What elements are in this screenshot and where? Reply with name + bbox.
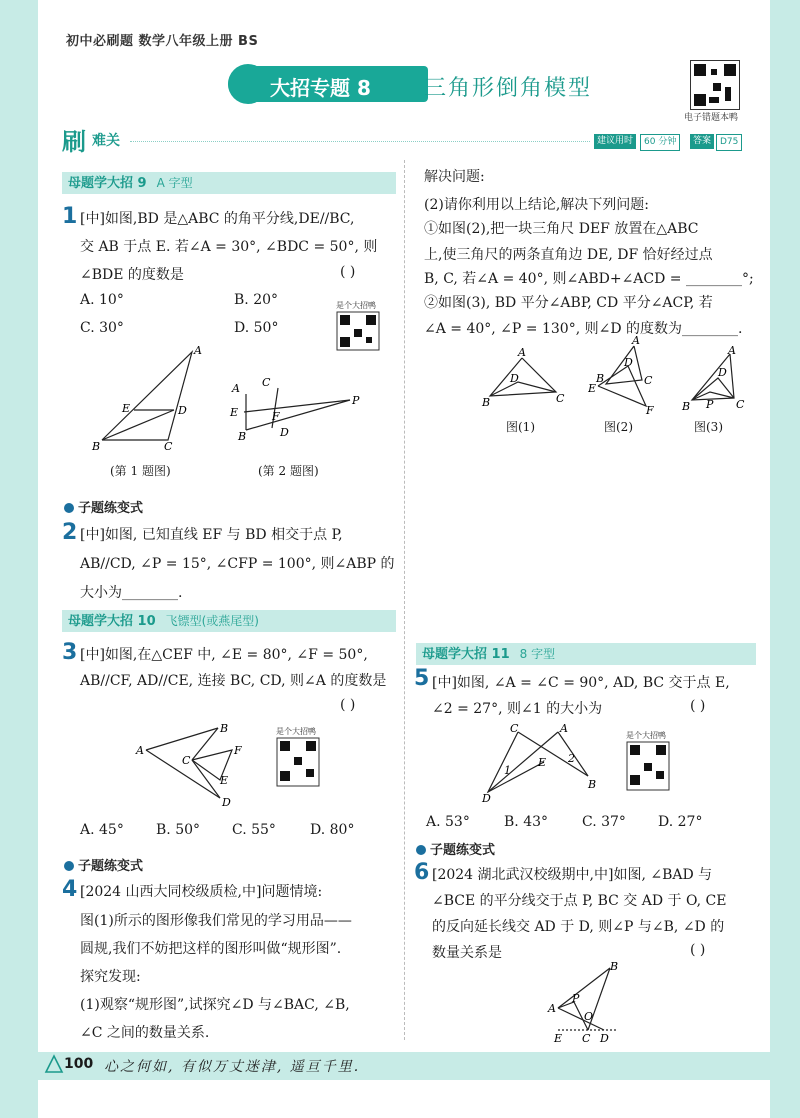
q5-option-b[interactable]: B. 43°: [504, 814, 549, 830]
svg-text:A: A: [232, 382, 240, 395]
svg-text:D: D: [600, 1032, 609, 1045]
svg-text:E: E: [122, 402, 131, 415]
svg-text:D: D: [624, 356, 633, 369]
q5-number: 5: [414, 666, 430, 691]
svg-text:F: F: [646, 404, 654, 416]
svg-text:P: P: [572, 992, 580, 1005]
qr-badge-1[interactable]: [336, 300, 380, 356]
q3-option-a[interactable]: A. 45°: [80, 822, 124, 838]
figure-6: [544, 960, 624, 1046]
right-line-6: ②如图(3), BD 平分∠ABP, CD 平分∠ACP, 若: [424, 295, 713, 311]
svg-text:D: D: [482, 792, 491, 802]
q6-bracket: ( ): [690, 942, 706, 958]
q1-option-d[interactable]: D. 50°: [234, 320, 279, 336]
svg-text:F: F: [272, 410, 280, 423]
right-line-2: (2)请你利用以上结论,解决下列问题:: [424, 197, 649, 213]
section-9: [62, 172, 396, 194]
right-line-1: 解决问题:: [424, 169, 485, 185]
svg-text:P: P: [352, 394, 360, 407]
svg-text:C: C: [644, 374, 653, 387]
q4-line-3: 圆规,我们不妨把这样的图形叫做“规形图”.: [80, 941, 342, 957]
svg-text:A: A: [194, 344, 202, 357]
q6-number: 6: [414, 860, 430, 885]
q6-line-2: ∠BCE 的平分线交于点 P, BC 交 AD 于 O, CE: [432, 893, 727, 909]
svg-text:C: C: [164, 440, 173, 453]
fig-r2-caption: 图(2): [604, 420, 633, 434]
qr-code-icon[interactable]: [690, 60, 740, 110]
q5-line-2: ∠2 = 27°, 则∠1 的大小为: [432, 701, 603, 717]
svg-text:D: D: [178, 404, 187, 417]
qr-caption: 电子错题本鸭: [684, 113, 739, 123]
q1-bracket: ( ): [340, 264, 356, 280]
section-9-title: 母题学大招 9: [68, 176, 147, 191]
qr-badge-3[interactable]: [626, 730, 670, 806]
svg-text:C: C: [262, 376, 271, 389]
q4-number: 4: [62, 877, 78, 902]
variant-label-3: [416, 839, 495, 858]
topic-label: 大招专题 8: [270, 76, 371, 100]
q1-line-2: 交 AB 于点 E. 若∠A = 30°, ∠BDC = 50°, 则: [80, 239, 378, 255]
variant-label-1: [64, 497, 143, 516]
fig-r3-caption: 图(3): [694, 420, 723, 434]
q3-option-d[interactable]: D. 80°: [310, 822, 355, 838]
svg-text:B: B: [596, 372, 605, 385]
svg-text:E: E: [588, 382, 597, 395]
figure-3: [134, 720, 254, 810]
variant-label-3-text: 子题练变式: [430, 843, 496, 858]
q2-number: 2: [62, 520, 78, 545]
q4-line-1: [2024 山西大同校级质检,中]问题情境:: [80, 884, 323, 900]
fig1-caption: (第 1 题图): [110, 464, 171, 478]
svg-text:B: B: [610, 960, 619, 973]
svg-text:D: D: [280, 426, 289, 439]
answer-value: D75: [716, 134, 742, 151]
section-11: [416, 643, 756, 665]
right-line-3: ①如图(2),把一块三角尺 DEF 放置在△ABC: [424, 221, 699, 237]
svg-text:E: E: [554, 1032, 563, 1045]
q3-bracket: ( ): [340, 697, 356, 713]
variant-label-1-text: 子题练变式: [78, 501, 144, 516]
q6-line-3: 的反向延长线交 AD 于 D, 则∠P 与∠B, ∠D 的: [432, 919, 725, 935]
svg-text:E: E: [220, 774, 229, 787]
q4-line-2: 图(1)所示的图形像我们常见的学习用品——: [80, 913, 352, 929]
level-main: 刷: [62, 128, 86, 156]
qr-badge-2[interactable]: [276, 726, 320, 802]
svg-text:C: C: [736, 398, 745, 411]
q2-line-3: 大小为________.: [80, 585, 183, 601]
svg-text:C: C: [582, 1032, 591, 1045]
topic-title: 三角形倒角模型: [424, 76, 593, 101]
fig-r1-caption: 图(1): [506, 420, 535, 434]
section-10-sub: 飞镖型(或燕尾型): [165, 614, 259, 628]
svg-text:B: B: [220, 722, 229, 735]
q1-option-b[interactable]: B. 20°: [234, 292, 279, 308]
q5-option-a[interactable]: A. 53°: [426, 814, 470, 830]
qr-badge-3-text: 是个大招鸭: [626, 731, 666, 740]
q2-line-1: [中]如图, 已知直线 EF 与 BD 相交于点 P,: [80, 527, 343, 543]
q3-option-c[interactable]: C. 55°: [232, 822, 276, 838]
figure-r3: [680, 346, 750, 416]
svg-text:B: B: [682, 400, 691, 413]
svg-text:C: C: [510, 722, 519, 735]
answer-label: 答案: [690, 134, 714, 149]
right-line-7: ∠A = 40°, ∠P = 130°, 则∠D 的度数为________.: [424, 321, 743, 337]
svg-text:F: F: [234, 744, 242, 757]
svg-text:D: D: [510, 372, 519, 385]
column-divider: [404, 160, 405, 1040]
svg-text:P: P: [706, 398, 714, 411]
svg-text:A: A: [632, 336, 640, 347]
q4-line-4: 探究发现:: [80, 969, 141, 985]
time-label: 建议用时: [594, 134, 636, 149]
q3-option-b[interactable]: B. 50°: [156, 822, 201, 838]
q3-line-1: [中]如图,在△CEF 中, ∠E = 80°, ∠F = 50°,: [80, 647, 368, 663]
q4-line-6: ∠C 之间的数量关系.: [80, 1025, 210, 1041]
q1-number: 1: [62, 204, 78, 229]
mountain-icon: [44, 1050, 64, 1080]
q5-option-c[interactable]: C. 37°: [582, 814, 626, 830]
variant-label-2-text: 子题练变式: [78, 859, 144, 874]
svg-text:B: B: [92, 440, 101, 453]
page-number: 100: [64, 1056, 94, 1072]
figure-5: [478, 722, 602, 802]
svg-text:A: A: [548, 1002, 556, 1015]
book-header: 初中必刷题 数学八年级上册 BS: [66, 34, 259, 49]
figure-r1: [478, 348, 568, 412]
svg-text:B: B: [238, 430, 247, 443]
left-margin-band: [0, 0, 38, 1118]
variant-label-2: [64, 855, 143, 874]
svg-text:O: O: [584, 1010, 594, 1023]
q4-line-5: (1)观察“规形图”,试探究∠D 与∠BAC, ∠B,: [80, 997, 350, 1013]
svg-text:E: E: [230, 406, 239, 419]
svg-text:1: 1: [504, 764, 511, 777]
svg-text:A: A: [560, 722, 568, 735]
q3-line-2: AB//CF, AD//CE, 连接 BC, CD, 则∠A 的度数是: [80, 673, 387, 689]
qr-badge-1-text: 是个大招鸭: [336, 301, 376, 310]
q5-bracket: ( ): [690, 698, 706, 714]
section-11-sub: 8 字型: [519, 647, 556, 661]
q1-option-c[interactable]: C. 30°: [80, 320, 124, 336]
qr-badge-2-text: 是个大招鸭: [276, 727, 316, 736]
right-line-4: 上,使三角尺的两条直角边 DE, DF 恰好经过点: [424, 247, 713, 263]
fig2-caption: (第 2 题图): [258, 464, 319, 478]
section-11-title: 母题学大招 11: [422, 647, 510, 662]
right-line-5: B, C, 若∠A = 40°, 则∠ABD+∠ACD = ________°;: [424, 271, 754, 287]
svg-text:A: A: [518, 348, 526, 359]
q1-line-3: ∠BDE 的度数是: [80, 267, 184, 283]
q5-option-d[interactable]: D. 27°: [658, 814, 703, 830]
section-10: [62, 610, 396, 632]
svg-text:D: D: [718, 366, 727, 379]
q1-line-1: [中]如图,BD 是△ABC 的角平分线,DE//BC,: [80, 211, 355, 227]
section-10-title: 母题学大招 10: [68, 614, 156, 629]
svg-text:E: E: [538, 756, 547, 769]
figure-1: [90, 342, 210, 454]
svg-text:B: B: [588, 778, 597, 791]
q6-line-4: 数量关系是: [432, 945, 502, 961]
svg-text:D: D: [222, 796, 231, 809]
level-sub: 难关: [92, 133, 120, 149]
section-9-sub: A 字型: [156, 176, 193, 190]
q1-option-a[interactable]: A. 10°: [80, 292, 124, 308]
time-value: 60 分钟: [640, 134, 680, 151]
figure-r2: [588, 336, 658, 416]
q3-number: 3: [62, 640, 78, 665]
q6-line-1: [2024 湖北武汉校级期中,中]如图, ∠BAD 与: [432, 867, 713, 883]
q5-line-1: [中]如图, ∠A = ∠C = 90°, AD, BC 交于点 E,: [432, 675, 730, 691]
footer-motto: 心之何如, 有似万丈迷津, 遥亘千里.: [104, 1059, 361, 1075]
svg-text:C: C: [556, 392, 565, 405]
svg-text:A: A: [728, 346, 736, 357]
svg-text:C: C: [182, 754, 191, 767]
svg-text:2: 2: [568, 752, 575, 765]
svg-text:B: B: [482, 396, 491, 409]
figure-2: [228, 374, 368, 444]
divider: [130, 141, 590, 142]
svg-text:A: A: [136, 744, 144, 757]
q2-line-2: AB//CD, ∠P = 15°, ∠CFP = 100°, 则∠ABP 的: [80, 556, 395, 572]
